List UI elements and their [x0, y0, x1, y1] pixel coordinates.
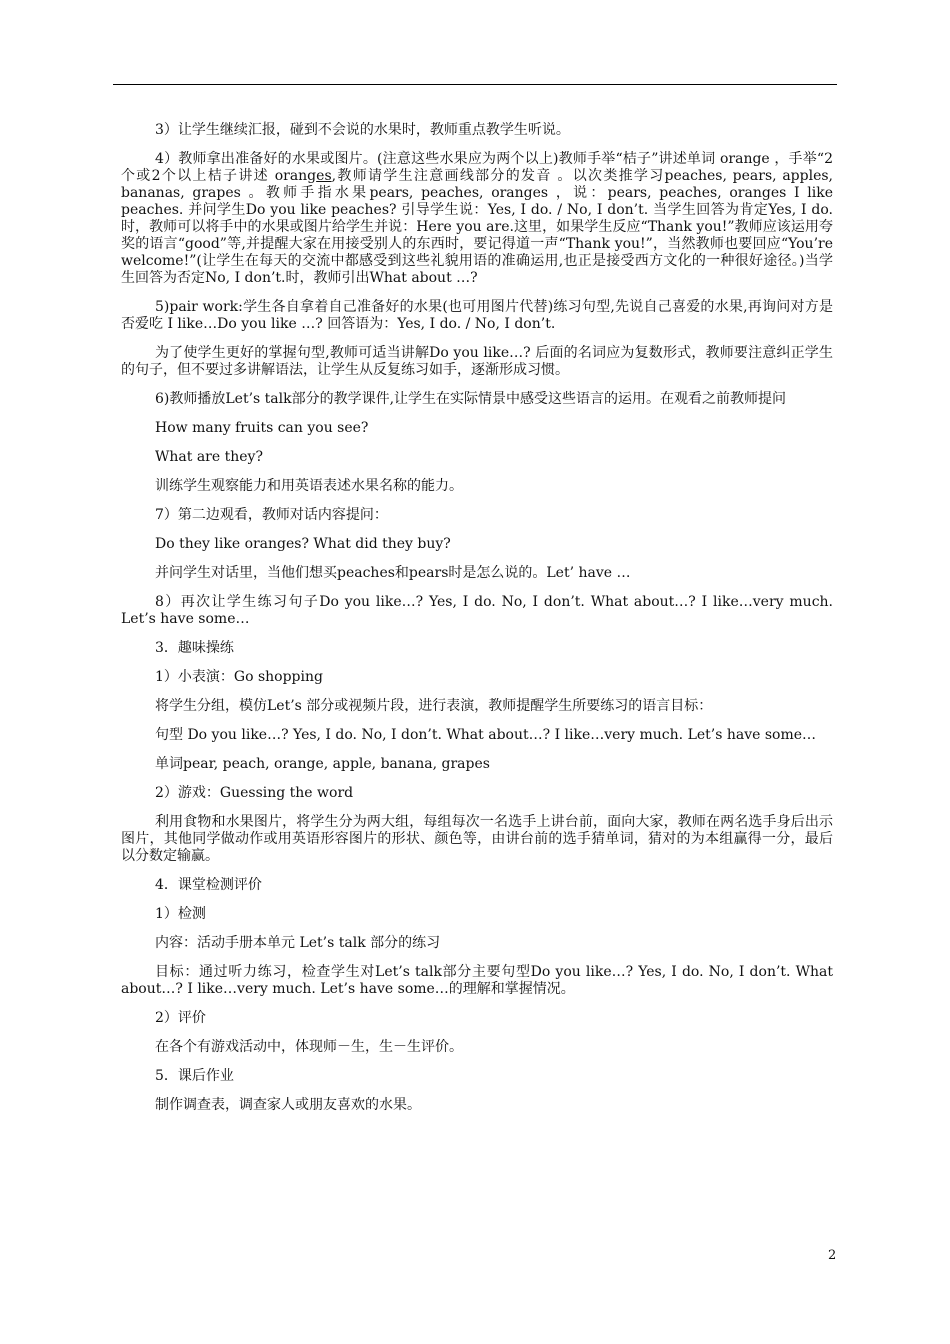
paragraph-text: 目标：通过听力练习，检查学生对Let’s talk部分主要句型Do you like…? Yes, I do. No, I don’t. What about…? I like…very much. Let’s have some…的理解和掌握情况。	[121, 964, 833, 997]
paragraph-step-6: 6)教师播放Let’s talk部分的教学课件,让学生在实际情景中感受这些语言的运用。在观看之前教师提问	[155, 391, 787, 407]
paragraph-text: 在各个有游戏活动中，体现师－生，生－生评价。	[155, 1039, 463, 1055]
paragraph-text: 制作调查表，调查家人或朋友喜欢的水果。	[155, 1097, 421, 1113]
subheading: 2）评价	[155, 1010, 206, 1026]
paragraph-text: 利用食物和水果图片，将学生分为两大组，每组每次一名选手上讲台前，面向大家，教师在两名选手身后出示图片，其他同学做动作或用英语形容图片的形状、颜色等，由讲台前的选手猜单词，猜对的为本组赢得一分，最后以分数定输赢。	[121, 814, 833, 864]
subheading: 2）游戏：Guessing the word	[155, 785, 354, 801]
paragraph-text: 4）教师拿出准备好的水果或图片。(注意这些水果应为两个以上)教师手举“桔子”讲述单词 orange ，手举“2个或2个以上桔子讲述 orang	[121, 151, 833, 184]
paragraph-text: 训练学生观察能力和用英语表述水果名称的能力。	[155, 478, 463, 494]
paragraph-note: 为了使学生更好的掌握句型,教师可适当讲解Do you like…? 后面的名词应为复数形式，教师要注意纠正学生的句子，但不要过多讲解语法，让学生从反复练习如手，逐渐形成习惯。	[121, 345, 833, 378]
paragraph-step-4	[121, 151, 833, 287]
sentence-patterns: 句型 Do you like…? Yes, I do. No, I don’t. What about…? I like…very much. Let’s have some…	[155, 727, 817, 743]
question-line: Do they like oranges? What did they buy?	[155, 536, 451, 552]
document-body	[121, 122, 833, 1126]
page-number: 2	[828, 1248, 837, 1263]
underlined-text: es	[316, 168, 332, 184]
question-line: How many fruits can you see?	[155, 420, 369, 436]
vocabulary-list: 单词pear, peach, orange, apple, banana, grapes	[155, 756, 490, 772]
header-rule	[113, 84, 837, 85]
paragraph-text: 内容：活动手册本单元 Let’s talk 部分的练习	[155, 935, 441, 951]
paragraph-text: 并问学生对话里，当他们想买peaches和pears时是怎么说的。Let’ have …	[155, 565, 631, 581]
section-heading: 3．趣味操练	[155, 640, 234, 656]
paragraph-step-3: 3）让学生继续汇报，碰到不会说的水果时，教师重点教学生听说。	[155, 122, 570, 138]
section-heading: 4．课堂检测评价	[155, 877, 262, 893]
section-heading: 5．课后作业	[155, 1068, 234, 1084]
subheading: 1）检测	[155, 906, 206, 922]
paragraph-text: ,教师请学生注意画线部分的发音 。以次类推学习peaches, pears, apples, bananas, grapes 。教师手指水果pears, peaches, oranges ，说：pears, peaches, oranges I like peaches. 并问学生Do you like peaches? 引导学生说：Yes, I do. / No, I don’t. 当学生回答为肯定Yes, I do. 时，教师可以将手中的水果或图片给学生并说：Here you are.这里，如果学生反应“Thank you!”教师应该运用夸奖的语言“good”等,并提醒大家在用接受别人的东西时，要记得道一声“Thank you!”，当然教师也要回应“You’re welcome!”(让学生在每天的交流中都感受到这些礼貌用语的准确运用,也正是接受西方文化的一种很好途径。)当学生回答为否定No, I don’t.时，教师引出What about …?	[121, 168, 833, 286]
paragraph-text: 将学生分组，模仿Let’s 部分或视频片段，进行表演，教师提醒学生所要练习的语言目标：	[155, 698, 713, 714]
paragraph-step-7: 7）第二边观看，教师对话内容提问：	[155, 507, 388, 523]
paragraph-step-8: 8）再次让学生练习句子Do you like…? Yes, I do. No, I don’t. What about…? I like…very much. Let’s have some…	[121, 594, 833, 627]
paragraph-step-5: 5)pair work:学生各自拿着自己准备好的水果(也可用图片代替)练习句型,先说自己喜爱的水果,再询问对方是否爱吃 I like…Do you like …? 回答语为：Yes, I do. / No, I don’t.	[121, 299, 833, 332]
subheading: 1）小表演：Go shopping	[155, 669, 323, 685]
question-line: What are they?	[155, 449, 263, 465]
